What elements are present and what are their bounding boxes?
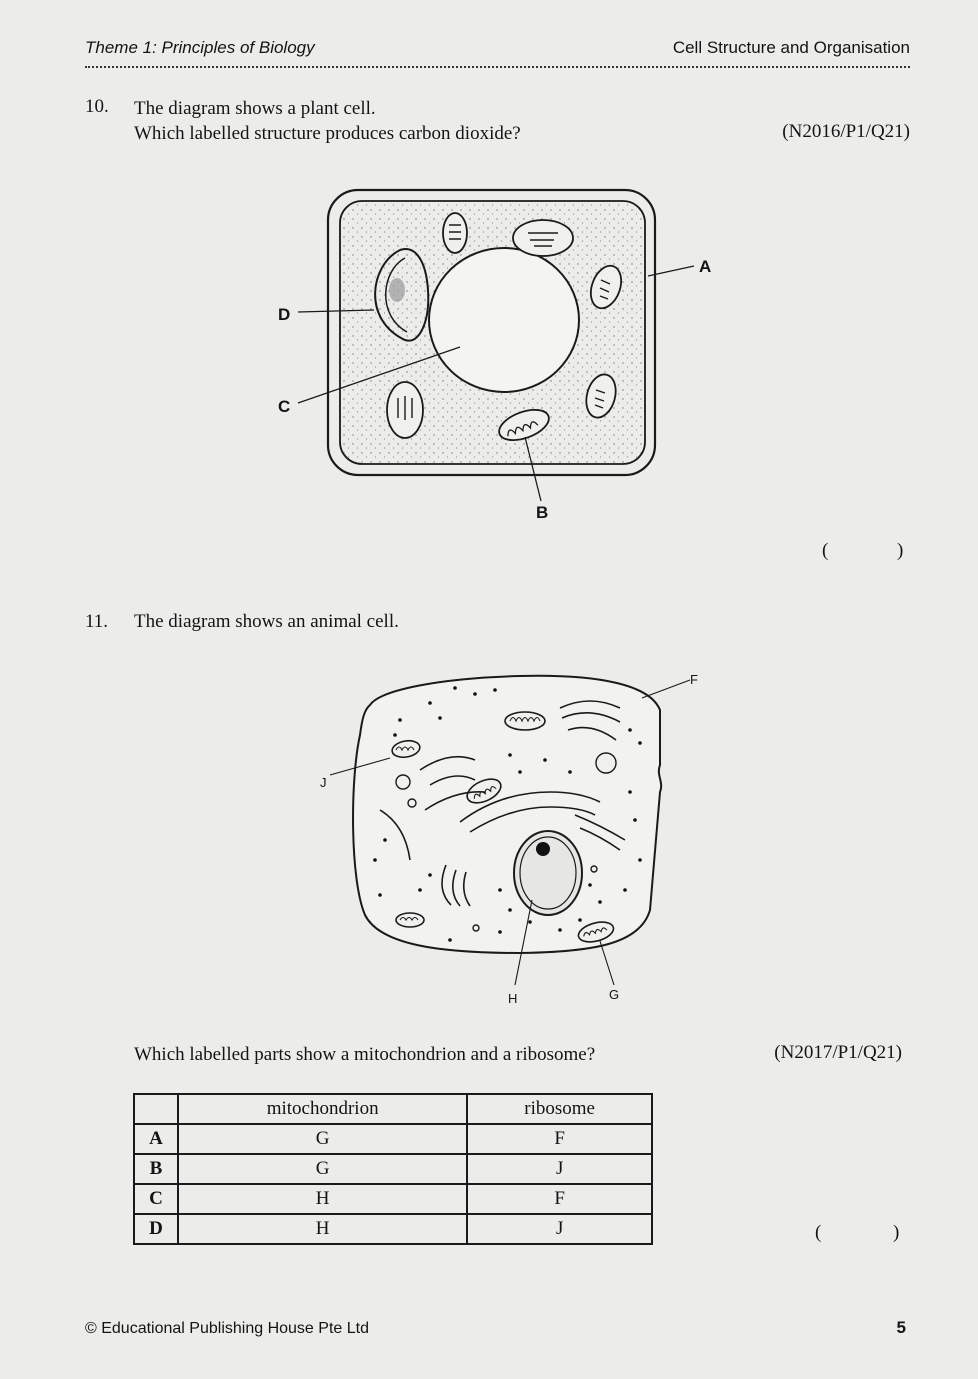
- row-mitochondrion: H: [178, 1184, 467, 1214]
- row-ribosome: F: [467, 1124, 652, 1154]
- row-mitochondrion: H: [178, 1214, 467, 1244]
- row-ribosome: F: [467, 1184, 652, 1214]
- header-theme: Theme 1: Principles of Biology: [85, 38, 315, 57]
- table-row: [134, 1184, 652, 1214]
- q11-label-j: J: [320, 775, 327, 790]
- header-chapter: Cell Structure and Organisation: [672, 38, 910, 57]
- answer-table: [133, 1093, 653, 1245]
- q10-label-b: B: [536, 503, 549, 522]
- row-ribosome: J: [467, 1154, 652, 1184]
- q10-line2: Which labelled structure produces carbon dioxide?: [134, 123, 521, 144]
- table-header-key: [134, 1094, 178, 1124]
- row-mitochondrion: G: [178, 1154, 467, 1184]
- q11-answer-close: ): [893, 1222, 900, 1243]
- q11-intro: The diagram shows an animal cell.: [134, 611, 399, 632]
- q10-answer-open: (: [822, 540, 829, 561]
- row-key: B: [134, 1154, 178, 1184]
- q11-label-f: F: [690, 672, 698, 687]
- q11-reference: (N2017/P1/Q21): [774, 1042, 902, 1063]
- q10-answer-close: ): [897, 540, 904, 561]
- q10-label-d: D: [278, 305, 291, 324]
- row-ribosome: J: [467, 1214, 652, 1244]
- table-header-row: [134, 1094, 652, 1124]
- q10-line1: The diagram shows a plant cell.: [134, 98, 376, 119]
- plant-cell-diagram: [0, 0, 978, 560]
- row-key: D: [134, 1214, 178, 1244]
- table-header-ribosome: ribosome: [467, 1094, 652, 1124]
- row-key: A: [134, 1124, 178, 1154]
- q11-label-g: G: [609, 987, 620, 1002]
- table-row: [134, 1214, 652, 1244]
- q10-label-a: A: [699, 257, 712, 276]
- q10-number: 10.: [85, 96, 109, 117]
- q11-number: 11.: [85, 611, 109, 632]
- q11-answer-open: (: [815, 1222, 822, 1243]
- footer-copyright: © Educational Publishing House Pte Ltd: [85, 1320, 369, 1337]
- table-header-mitochondrion: mitochondrion: [178, 1094, 467, 1124]
- table-row: [134, 1154, 652, 1184]
- q11-question: Which labelled parts show a mitochondrion and a ribosome?: [134, 1044, 596, 1065]
- row-key: C: [134, 1184, 178, 1214]
- q11-label-h: H: [508, 991, 518, 1006]
- animal-cell-diagram: [0, 560, 978, 1020]
- q10-label-c: C: [278, 397, 291, 416]
- row-mitochondrion: G: [178, 1124, 467, 1154]
- page-number: 5: [896, 1318, 906, 1337]
- table-row: [134, 1124, 652, 1154]
- q10-reference: (N2016/P1/Q21): [782, 121, 910, 142]
